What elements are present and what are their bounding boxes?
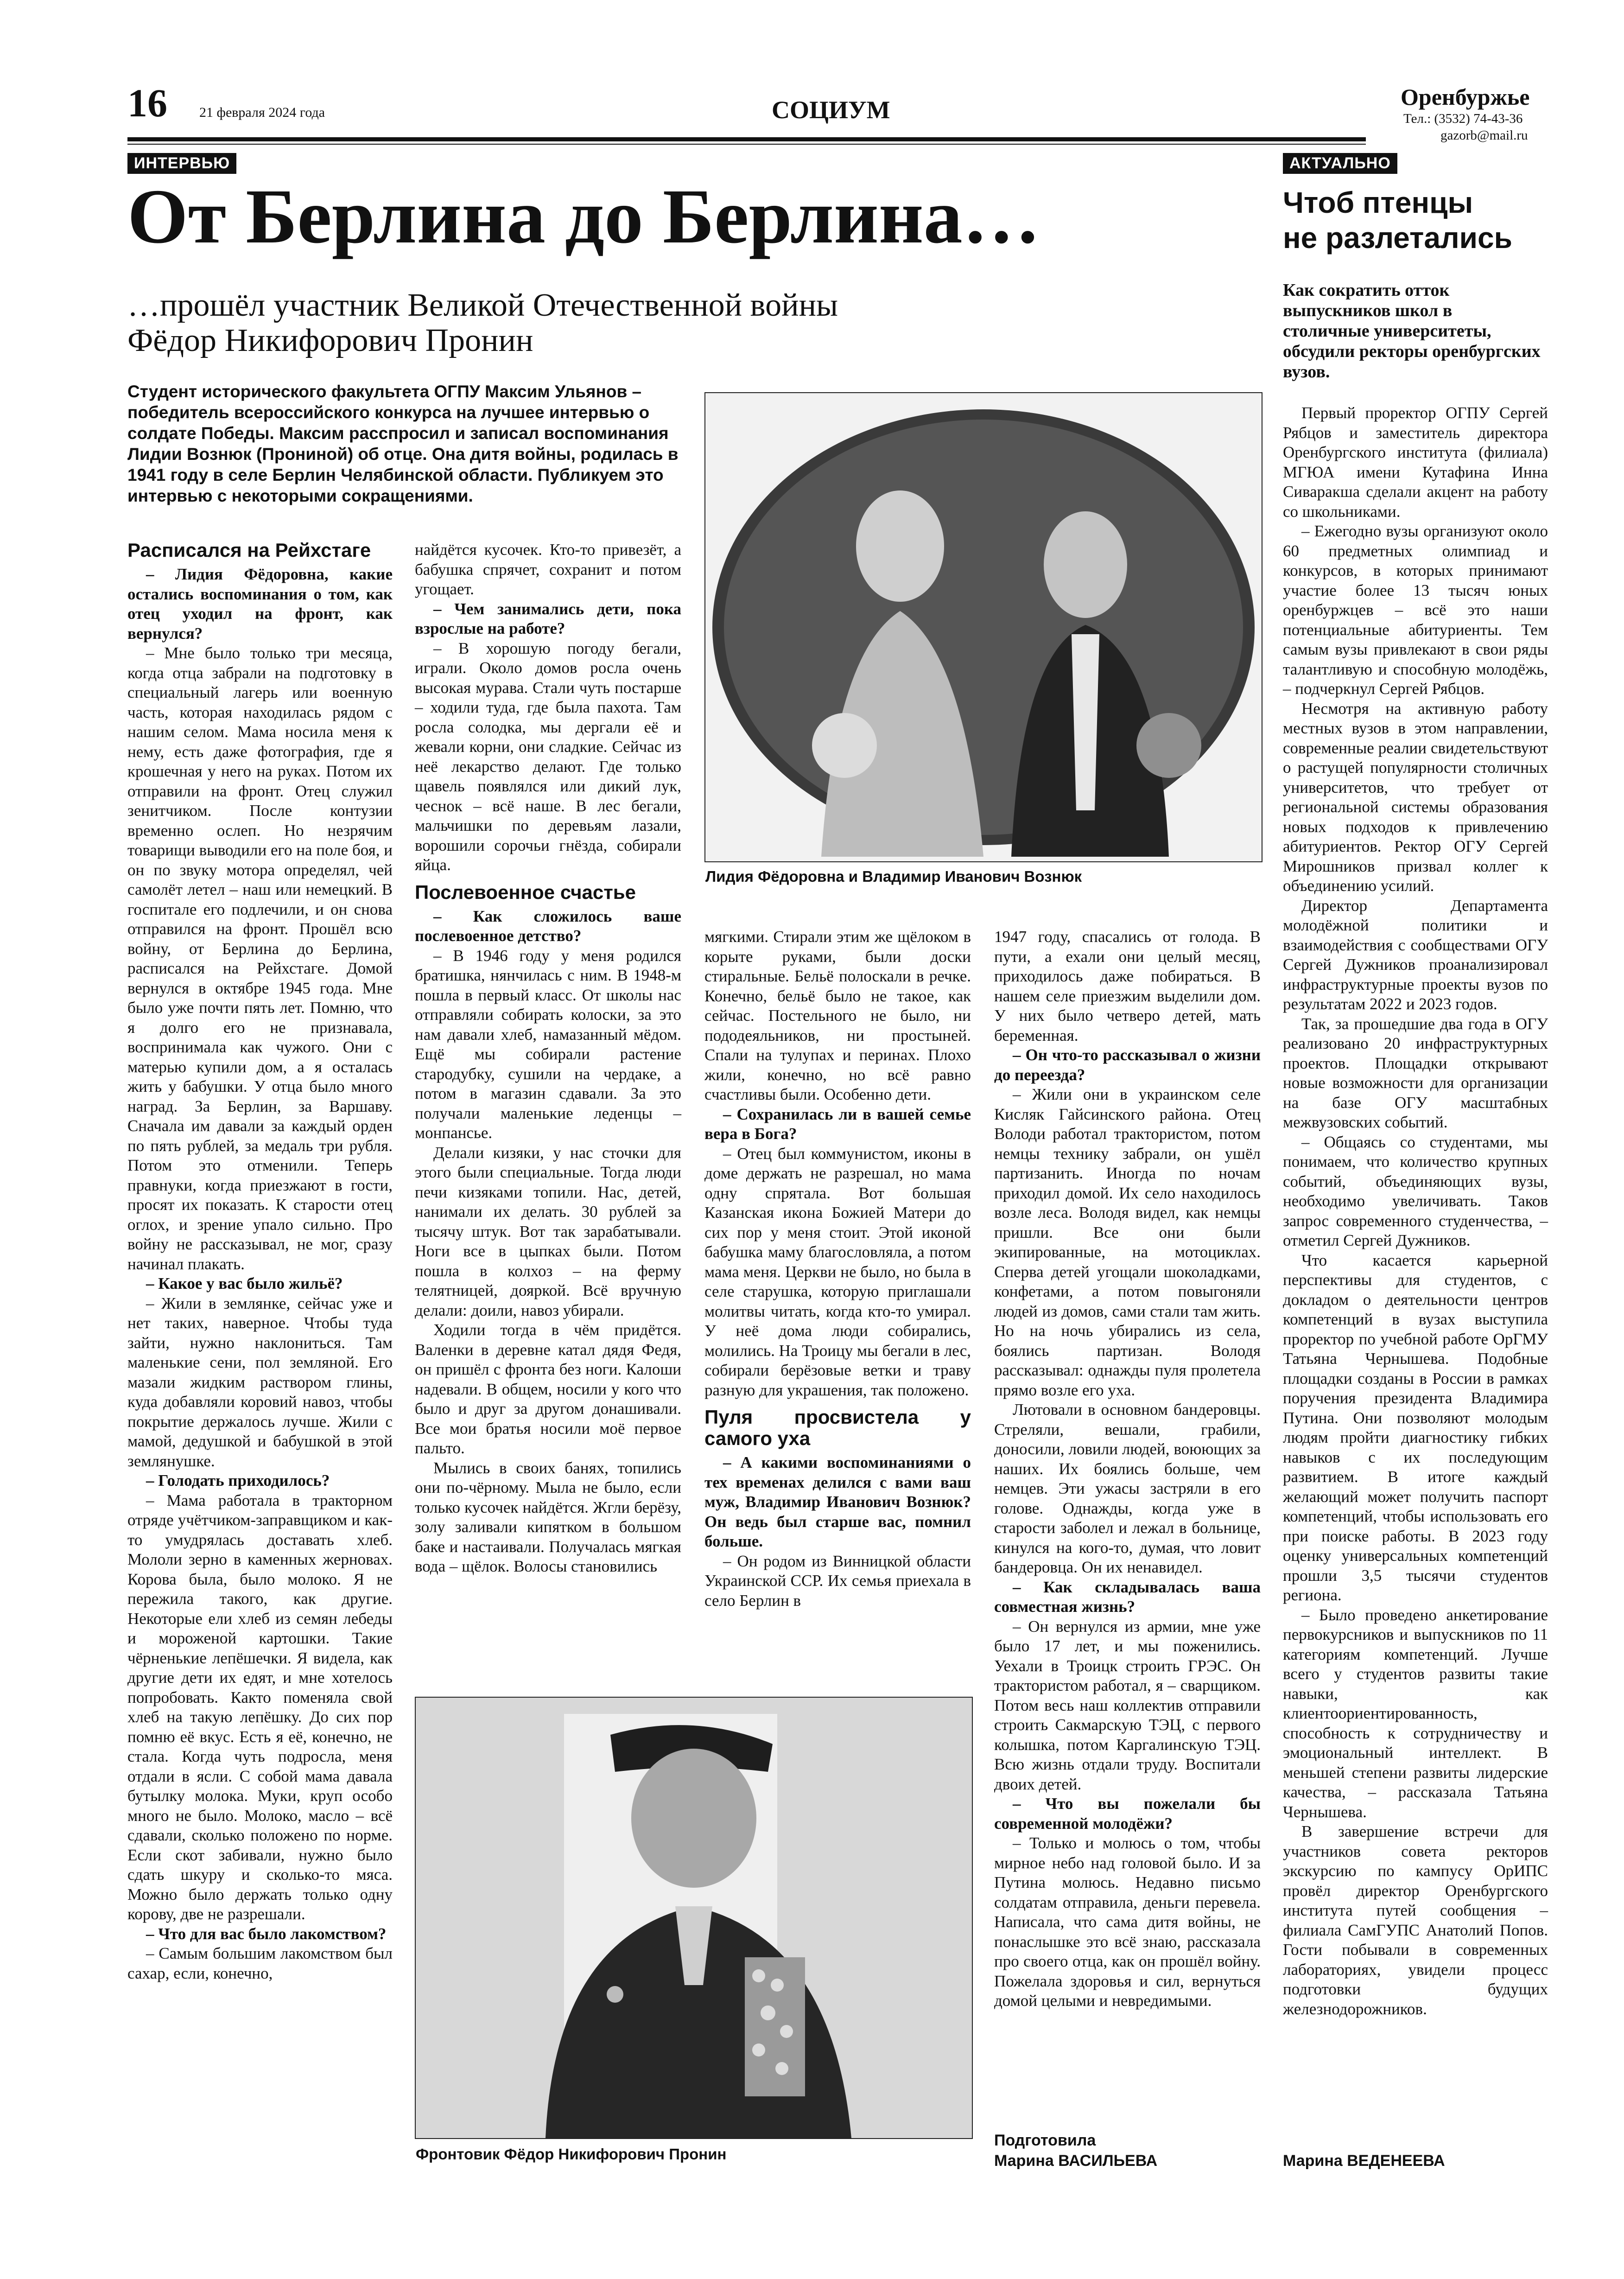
sidebar-paragraph: Несмотря на активную работу местных вузов в этом направлении, современные реалии свидетельствуют о растущей популярности столичных университетов, что требует от региональной системы образования новых подходов к привлечению абитуриентов. Ректор ОГУ Сергей Мирошников призвал коллег к объединению усилий.	[1283, 699, 1548, 895]
issue-date: 21 февраля 2024 года	[199, 105, 325, 120]
sidebar-title-2: не разлетались	[1283, 221, 1512, 255]
photo-veteran	[415, 1697, 973, 2139]
answer: Делали кизяки, у нас сточки для этого были специальные. Тогда люди печи кизяками топили. Нас, детей, нанимали их делать. 30 рублей за тысячу штук. Вот так зарабатывали. Ноги все в цыпках были. Потом пошла в колхоз – на ферму телятницей, дояркой. Всё вручную делали: доили, навоз убирали.	[415, 1143, 681, 1319]
sidebar-lead: Как сократить отток выпускников школ в столичные университеты, обсудили ректоры оренбургских вузов.	[1283, 280, 1541, 382]
question: – Чем занимались дети, пока взрослые на работе?	[415, 599, 681, 637]
answer: – Отец был коммунистом, иконы в доме держать не разрешал, но мама одну спрятала. Вот большая Казанская икона Божией Матери до сих пор у меня стоит. Этой иконой бабушка маму благословляла, а потом мама меня. Церкви не было, но была в селе старушка, которую приглашали молитвы читать, когда кто-то умирал. У неё дома люди собирались, молились. На Троицу мы бегали в лес, собирали берёзовые ветки и траву разную для украшения, так положено.	[704, 1144, 971, 1399]
sidebar-paragraph: В завершение встречи для участников совета ректоров экскурсию по кампусу ОрИПС провёл директор Оренбургского института путей сообщения – филиала СамГУПС Анатолий Попов. Гости побывали в современных лабораториях, увидели процесс подготовки будущих железнодорожников.	[1283, 1822, 1548, 2018]
answer: мягкими. Стирали этим же щёлоком в корыте руками, были доски стиральные. Бельё полоскали в речке. Конечно, бельё было не такое, как сейчас. Постельного не было, ни пододеяльников, ни простыней. Спали на тулупах и перинах. Плохо жили, конечно, но всё равно счастливы были. Особенно дети.	[704, 928, 971, 1103]
section-title: СОЦИУМ	[772, 96, 890, 124]
contact-phone: Тел.: (3532) 74-43-36	[1403, 111, 1523, 126]
answer: – Он вернулся из армии, мне уже было 17 лет, и мы поженились. Уехали в Троицк строить ГРЭС. Он трактористом работал, я – сварщиком. Потом весь наш коллектив отправили строить Сакмарскую ТЭЦ, с первого колышка, потом Каргалинскую ТЭЦ. Всю жизнь отдали труду. Воспитали двоих детей.	[994, 1617, 1261, 1793]
answer: – В 1946 году у меня родился братишка, нянчилась с ним. В 1948-м пошла в первый класс. От школы нас отправляли собирать колоски, за это нам давали хлеб, намазанный мёдом. Ещё мы собирали растение стародубку, сушили на чердаке, а потом в магазин сдавали. За это получали маленькие леденцы – монпансье.	[415, 946, 681, 1142]
answer: Мылись в своих банях, топились они по-чёрному. Мыла не было, если только кусочек найдётся. Жгли берёзу, золу заливали кипятком в большом баке и настаивали. Получалась мягкая вода – щёлок. Волосы становились	[415, 1458, 681, 1575]
sidebar-paragraph: Что касается карьерной перспективы для студентов, с докладом о деятельности центров компетенций в вузах выступила проректор по учебной работе ОрГМУ Татьяна Чернышева. Подобные площадки созданы в России в рамках поручения президента Владимира Путина. Они позволяют молодым людям пройти диагностику гибких навыков с их последующим развитием. В итоге каждый желающий может получить паспорт компетенций, чтобы использовать его при поиске работы. В 2023 году оценку универсальных компетенций прошли 3,5 тысячи студентов региона.	[1283, 1251, 1548, 1604]
answer: – Самым большим лакомством был сахар, если, конечно,	[127, 1944, 393, 1982]
header-rule-thin	[127, 144, 1366, 145]
answer: Лютовали в основном бандеровцы. Стреляли, вешали, грабили, доносили, ловили людей, воюющих за наших. Их боялись больше, чем немцев. Эти ужасы застряли в его голове. Однажды, когда уже в старости заболел и лежал в больнице, кинулся на кого-то, думая, что ловит бандеровца. Он их ненавидел.	[994, 1401, 1261, 1576]
sidebar-byline: Марина ВЕДЕНЕЕВА	[1283, 2152, 1445, 2170]
photo-couple	[704, 392, 1262, 862]
answer: – В хорошую погоду бегали, играли. Около домов росла очень высокая мурава. Стали чуть постарше – ходили туда, где была пахота. Там росла солодка, мы дергали её и жевали корни, они сладкие. Сейчас из неё лекарство делают. Где только щавель появлялся или дикий лук, чеснок – всё наше. В лес бегали, мальчишки по деревьям лазали, ворошили сорочьи гнёзда, собирали яйца.	[415, 639, 681, 874]
sidebar-title-1: Чтоб птенцы	[1283, 186, 1473, 219]
question: – Лидия Фёдоровна, какие остались воспоминания о том, как отец уходил на фронт, как вернулся?	[127, 565, 393, 643]
interview-tag: ИНТЕРВЬЮ	[127, 153, 236, 174]
answer: – Жили в землянке, сейчас уже и нет таких, наверное. Чтобы туда зайти, нужно наклониться. Там маленькие сени, пол земляной. Его мазали жидким раствором глины, куда добавляли коровий навоз, чтобы покрытие держалось лучше. Жили с мамой, дедушкой и бабушкой в этой землянушке.	[127, 1294, 393, 1470]
question: – Голодать приходилось?	[146, 1471, 330, 1490]
interview-column-3	[704, 927, 971, 1611]
answer: – Жили они в украинском селе Кисляк Гайсинского района. Отец Володи работал трактористом, потом немцы технику забрали, он ушёл партизанить. Иногда по ночам приходил домой. Их село находилось возле леса. Володя видел, как немцы пришли. Все они были экипированные, на мотоциклах. Сперва детей угощали шоколадками, конфетами, а потом повыгоняли людей из домов, сами стали там жить. Но на ночь убирались из села, боялись партизан. Володя рассказывал: однажды пуля пролетела прямо возле его уха.	[994, 1085, 1261, 1399]
interview-column-4	[994, 927, 1261, 2011]
sidebar-paragraph: Директор Департамента молодёжной политики и взаимодействия с сообществами ОГУ Сергей Дужников проанализировал инфраструктурные проекты вузов по результатам 2022 и 2023 годов.	[1283, 896, 1548, 1013]
contact-email: gazorb@mail.ru	[1440, 128, 1528, 143]
answer: Ходили тогда в чём придётся. Валенки в деревне катал дядя Федя, он пришёл с фронта без ноги. Калоши надевали. В общем, носили у кого что было и друг за другом донашивали. Все мои братья носили моё первое пальто.	[415, 1321, 681, 1457]
interview-column-2	[415, 540, 681, 1577]
answer: – Мама работала в тракторном отряде учётчиком-заправщиком и как-то умудрялась доставать хлеб. Мололи зерно в каменных жерновах. Корова была, было молоко. Я не пережила такого, как другие. Некоторые ели хлеб из семян лебеды и мороженой картошки. Такие чёрненькие лепёшечки. Я видела, как другие дети их едят, и мне хотелось попробовать. Както поменяла свой хлеб на такую лепёшку. До сих пор помню её вкус. Есть я её, конечно, не стала. Когда чуть подросла, меня отдали в ясли. С собой мама давала бутылку молока. Муки, круп особо много не было. Молоко, масло – всё сдавали, сколько положено по норме. Если скот забивали, нужно было сдать шкуру и сколько-то мяса. Можно было держать только одну корову, две не разрешали.	[127, 1491, 393, 1923]
photo-veteran-caption: Фронтовик Фёдор Никифорович Пронин	[416, 2145, 727, 2163]
subheading-reichstag: Расписался на Рейхстаге	[127, 539, 371, 561]
subheading-postwar: Послевоенное счастье	[415, 881, 636, 903]
question: – Какое у вас было жильё?	[146, 1274, 343, 1292]
question: – Как складывалась ваша совместная жизнь?	[994, 1578, 1261, 1616]
answer: – Он родом из Винницкой области Украинской ССР. Их семья приехала в село Берлин в	[704, 1552, 971, 1610]
question: – Он что-то рассказывал о жизни до переезда?	[994, 1046, 1261, 1084]
byline-label: Подготовила	[994, 2132, 1096, 2149]
question: – А какими воспоминаниями о тех временах делился с вами ваш муж, Владимир Иванович Вознюк? Он ведь был старше вас, помнил больше.	[704, 1453, 971, 1550]
sidebar-paragraph: – Общаясь со студентами, мы понимаем, что количество крупных событий, объединяющих вузы, необходимо увеличивать. Таков запрос современного студенчества, – отметил Сергей Дужников.	[1283, 1133, 1548, 1249]
interview-column-1	[127, 533, 393, 1983]
answer: найдётся кусочек. Кто-то привезёт, а бабушка спрячет, сохранит и потом угощает.	[415, 541, 681, 598]
byline-author: Марина ВАСИЛЬЕВА	[994, 2152, 1158, 2170]
article-lead: Студент исторического факультета ОГПУ Максим Ульянов – победитель всероссийского конкурса на лучшее интервью о солдате Победы. Максим расспросил и записал воспоминания Лидии Вознюк (Прониной) об отце. Она дитя войны, родилась в 1941 году в селе Берлин Челябинской области. Публикуем это интервью с некоторыми сокращениями.	[127, 382, 679, 505]
photo-couple-caption: Лидия Фёдоровна и Владимир Иванович Вознюк	[705, 868, 1082, 885]
article-title: От Берлина до Берлина…	[127, 173, 1040, 260]
sidebar-paragraph: – Было проведено анкетирование первокурсников и выпускников по 11 категориям компетенций. Лучше всего у студентов развиты такие навыки, как клиентоориентированность, способность к сотрудничеству и эмоциональный интеллект. В меньшей степени развиты лидерские качества, – рассказала Татьяна Чернышева.	[1283, 1605, 1548, 1821]
question: – Что вы пожелали бы современной молодёжи?	[994, 1795, 1261, 1833]
newspaper-name: Оренбуржье	[1401, 84, 1530, 110]
couple-photo-image	[705, 393, 1262, 861]
question: – Что для вас было лакомством?	[146, 1924, 387, 1943]
answer: – Мне было только три месяца, когда отца забрали на подготовку в специальный лагерь или военную часть, которая находилась рядом с нашим селом. Мама носила меня к нему, есть даже фотография, где я крошечная у него на руках. Потом их отправили на фронт. Отец служил зенитчиком. После контузии временно ослеп. Но незрячим товарищи выводили его на поле боя, и он по звуку мотора определял, чей самолёт летел – наш или немецкий. В госпитале его подлечили, и он снова отправился на фронт. Прошёл всю войну, от Берлина до Берлина, расписался на Рейхстаге. Домой вернулся в октябре 1945 года. Мне было уже почти пять лет. Помню, что я долго его не признавала, воспринимала как чужого. Они с матерью купили дом, а я осталась жить у бабушки. У отца было много наград. За Берлин, за Варшаву. Сначала им давали за каждый орден по пять рублей, за медаль три рубля. Потом это отменили. Теперь правнуки, когда приезжают в гости, просят их показать. К старости отец оглох, и зрение упало сильно. Про войну не рассказывал, не мог, сразу начинал плакать.	[127, 644, 393, 1273]
question: – Сохранилась ли в вашей семье вера в Бога?	[704, 1105, 971, 1143]
article-subtitle-1: …прошёл участник Великой Отечественной войны	[127, 287, 838, 323]
sidebar-paragraph: Так, за прошедшие два года в ОГУ реализовано 20 инфраструктурных проектов. Площадки открывают новые возможности для организации на базе ОГУ масштабных межвузовских событий.	[1283, 1014, 1548, 1131]
sidebar-body	[1283, 403, 1548, 2019]
header-rule	[127, 137, 1366, 141]
answer: – Только и молюсь о том, чтобы мирное небо над головой было. И за Путина молюсь. Недавно письмо солдатам отправила, деньги перевела. Написала, что сама дитя войны, не понаслышке это всё знаю, рассказала про своего отца, как он прошёл войну. Пожелала здоровья и сил, вернуться домой целыми и невредимыми.	[994, 1834, 1261, 2010]
answer: 1947 году, спасались от голода. В пути, а ехали они целый месяц, приходилось даже побираться. В нашем селе приезжим выделили дом. У них было четверо детей, мать беременная.	[994, 928, 1261, 1044]
question: – Как сложилось ваше послевоенное детство?	[415, 907, 681, 945]
sidebar-tag: АКТУАЛЬНО	[1283, 153, 1397, 174]
veteran-photo-image	[416, 1698, 972, 2138]
page-number: 16	[127, 81, 167, 125]
sidebar-paragraph: Первый проректор ОГПУ Сергей Рябцов и заместитель директора Оренбургского института (филиала) МГЮА имени Кутафина Инна Сиваракша сделали акцент на работу со школьниками.	[1283, 404, 1548, 521]
sidebar-paragraph: – Ежегодно вузы организуют около 60 предметных олимпиад и конкурсов, в которых принимают участие более 13 тысяч юных оренбуржцев – всё это наши потенциальные абитуриенты. Тем самым вузы привлекают в свои ряды талантливую и способную молодёжь, – подчеркнул Сергей Рябцов.	[1283, 522, 1548, 698]
article-subtitle-2: Фёдор Никифорович Пронин	[127, 323, 533, 358]
subheading-bullet: Пуля просвистела у самого уха	[704, 1406, 971, 1449]
